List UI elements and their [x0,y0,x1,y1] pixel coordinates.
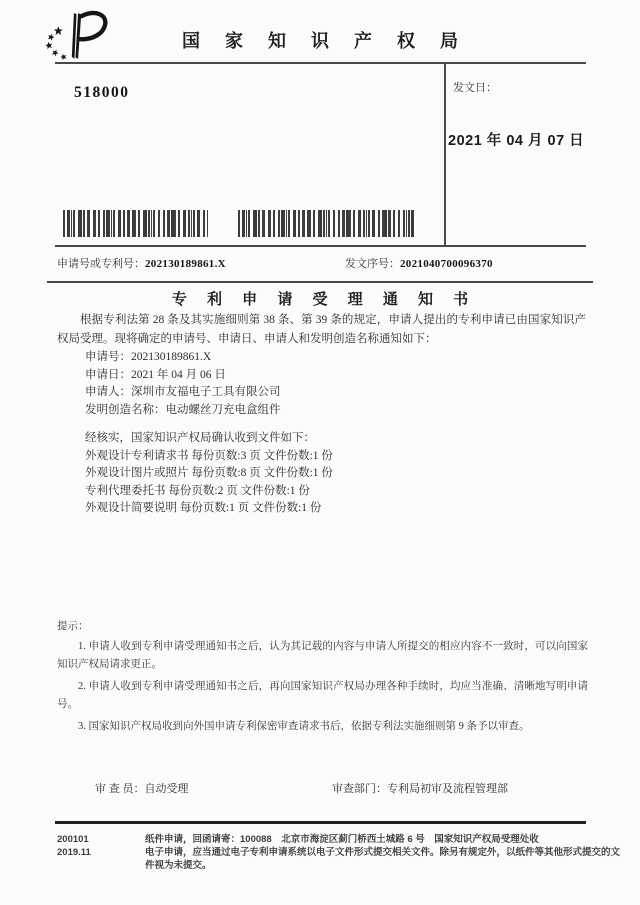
tips-title: 提示： [57,621,89,632]
field-value: 电动螺丝刀充电盒组件 [165,403,281,416]
department-label: 审查部门： [332,783,387,795]
field-application-date [85,367,281,385]
footer-divider [55,821,586,824]
field-value: 2021 年 04 月 06 日 [131,368,226,381]
tip-item-3: 3. 国家知识产权局收到向外国申请专利保密审查请求书后，依据专利法实施细则第 9 条予以审查。 [78,721,530,732]
field-label: 申请号： [85,351,131,363]
field-application-no [85,349,281,367]
tips-section [57,618,588,740]
application-fields [85,349,281,419]
received-file-item: 外观设计图片或照片 每份页数:8 页 文件份数:1 份 [85,467,333,479]
received-file-item: 外观设计简要说明 每份页数:1 页 文件份数:1 份 [85,502,322,514]
infobox-bottom-divider [55,245,586,247]
notice-intro-paragraph: 根据专利法第 28 条及其实施细则第 38 条、第 39 条的规定，申请人提出的专利申请已由国家知识产权局受理。现将确定的申请号、申请日、申请人和发明创造名称通知如下： [57,314,586,345]
footer-notes [145,834,625,872]
serial-number-value: 2021040700096370 [400,258,493,270]
received-file-item: 专利代理委托书 每份页数:2 页 文件份数:1 份 [85,484,310,497]
field-label: 申请日： [85,368,131,381]
department-row [332,780,508,796]
infobox-vertical-divider [444,62,446,246]
barcode-left-icon [63,210,208,237]
examiner-row [95,780,189,796]
barcode-right-icon [238,210,414,237]
application-number-value: 202130189861.X [145,258,226,270]
footer-form-date: 2019.11 [57,847,91,858]
field-invention-name [85,402,281,420]
field-label: 申请人： [85,386,131,398]
field-label: 发明创造名称： [85,403,166,416]
field-value: 深圳市友福电子工具有限公司 [131,386,281,398]
agency-title: 国 家 知 识 产 权 局 [181,31,468,51]
notice-title: 专 利 申 请 受 理 通 知 书 [171,291,477,308]
footer-form-code: 200101 [57,834,89,845]
tip-item-2: 2. 申请人收到专利申请受理通知书之后，再向国家知识产权局办理各种手续时，均应当准确、清晰地写明申请号。 [57,681,588,710]
application-number-label: 申请号或专利号： [57,258,145,270]
reference-row-divider [47,281,593,283]
department-value: 专利局初审及流程管理部 [387,783,508,795]
received-files-section [85,430,333,518]
examiner-label: 审 查 员： [95,783,145,795]
field-applicant [85,384,281,402]
postal-code: 518000 [74,84,130,101]
footer-note-paper: 纸件申请，回函请寄：100088 北京市海淀区蓟门桥西土城路 6 号 国家知识产权局受理处收 [145,834,539,845]
issue-date-value: 2021 年 04 月 07 日 [448,133,585,149]
header-divider [55,62,586,64]
footer-note-electronic: 电子申请，应当通过电子专利申请系统以电子文件形式提交相关文件。除另有规定外，以纸件等其他形式提交的文件视为未提交。 [145,846,621,871]
received-file-item: 外观设计专利请求书 每份页数:3 页 文件份数:1 份 [85,449,333,462]
issue-date-label: 发文日： [453,82,497,94]
serial-number-row [345,255,493,271]
received-intro: 经核实，国家知识产权局确认收到文件如下： [85,432,315,444]
field-value: 202130189861.X [131,351,212,363]
tip-item-1: 1. 申请人收到专利申请受理通知书之后，认为其记载的内容与申请人所提交的相应内容不一致时，可以向国家知识产权局请求更正。 [57,641,588,670]
examiner-value: 自动受理 [144,783,189,795]
serial-number-label: 发文序号： [345,258,400,270]
application-number-row [57,255,226,271]
